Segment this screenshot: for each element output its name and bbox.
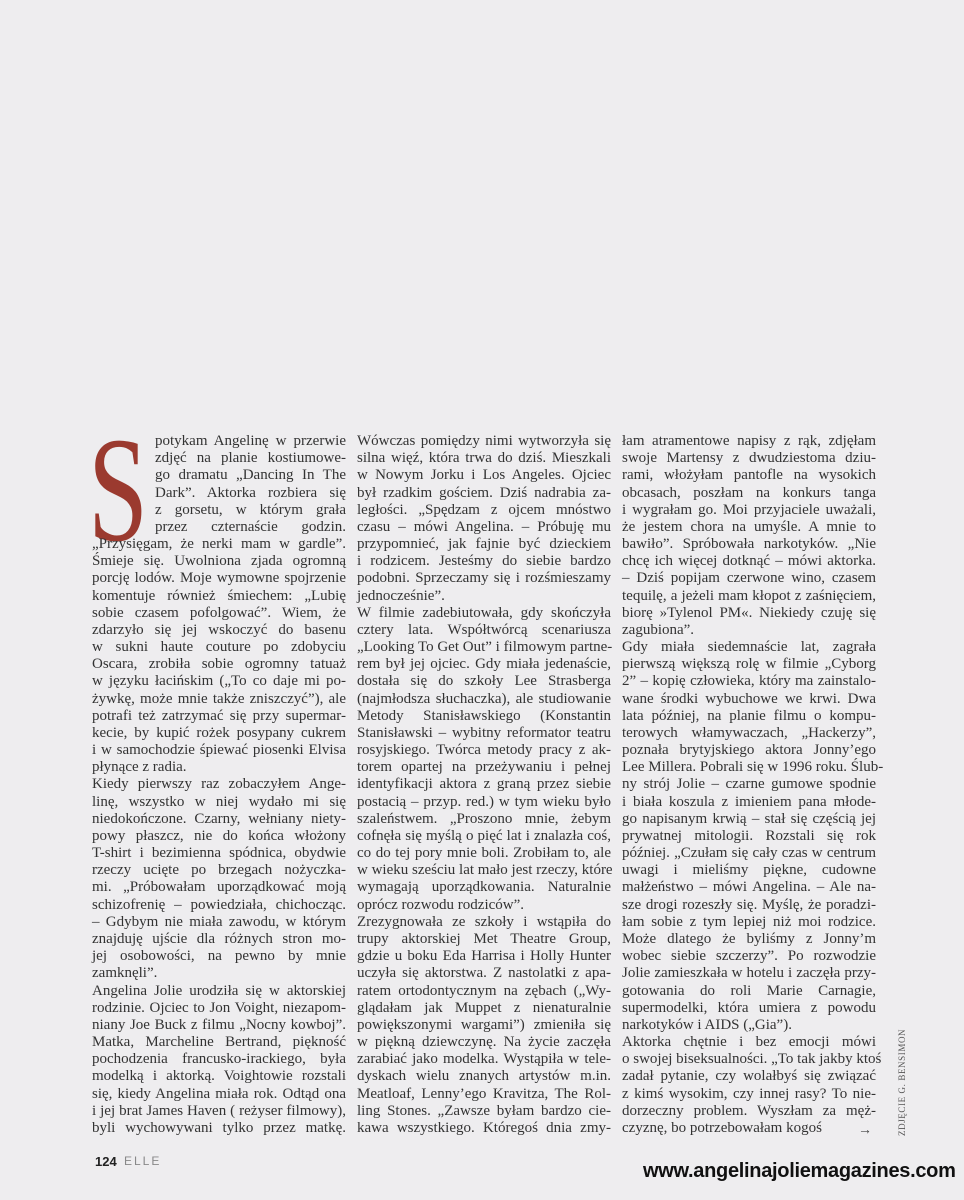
text-line: ny strój Jolie – czarne gumowe spodnie xyxy=(622,776,876,793)
text-line: Śmieje się. Uwolniona zjada ogromną xyxy=(92,553,346,570)
text-line: znajduję ujście dla różnych stron mo- xyxy=(92,930,346,947)
text-line: i w samochodzie śpiewać piosenki Elvisa xyxy=(92,742,346,759)
paragraph xyxy=(92,983,346,1138)
text-line: – Gdybym nie miała zawodu, w którym xyxy=(92,913,346,930)
text-line: wymagają uporządkowania. Naturalnie xyxy=(357,879,611,896)
paragraph xyxy=(622,433,876,639)
text-line: ling Stones. „Zawsze byłam bardzo cie- xyxy=(357,1102,611,1119)
text-line: w wieku sześciu lat mało jest rzeczy, które xyxy=(357,862,613,879)
text-line: Angelina Jolie urodziła się w aktorskiej xyxy=(92,982,346,999)
text-line: gotowania do roli Marie Carnagie, xyxy=(622,982,876,999)
text-line: ratem ortodontycznym na zębach („Wy- xyxy=(357,982,611,999)
text-line: go napisanym krwią – stał się częścią jej xyxy=(622,810,876,827)
text-line: Gdy miała siedemnaście lat, zagrała xyxy=(622,639,876,656)
paragraph xyxy=(357,433,611,605)
text-line: silna więź, która trwa do dziś. Mieszkali xyxy=(357,450,611,467)
text-line: supermodelki, która umiera z powodu xyxy=(622,999,876,1016)
text-line: schizofrenię – powiedziała, chichocząc. xyxy=(92,896,346,913)
text-line: i jej brat James Haven ( reżyser filmowy), xyxy=(92,1102,346,1119)
text-line: pochodzenia francusko-irackiego, była xyxy=(92,1051,346,1068)
text-line: Dark”. Aktorka rozbiera się xyxy=(155,484,346,501)
text-line: biorę »Tylenol PM«. Niekiedy czuję się xyxy=(622,604,876,621)
text-line: prywatnej mitologii. Rozstali się rok xyxy=(622,827,876,844)
text-line: Oscara, zrobiła sobie ogromny tatuaż xyxy=(92,656,346,673)
text-line: gdzie u boku Eda Harrisa i Holly Hunter xyxy=(357,948,611,965)
text-line: cztery lata. Współtwórcą scenariusza xyxy=(357,621,611,638)
text-line: przypomnieć, jak fajnie być dzieckiem xyxy=(357,536,611,553)
text-line: cofnęła się myślą o pięć lat i znalazła coś, xyxy=(357,827,611,844)
text-line: był rzadkim gościem. Dziś nadrabia za- xyxy=(357,484,611,501)
text-line: identyfikacji aktora z graną przez siebie xyxy=(357,776,611,793)
text-line: rzeczy ucięte po brzegach nożyczka- xyxy=(92,862,346,879)
text-line: podobni. Sprzeczamy się i rozśmieszamy xyxy=(357,570,611,587)
text-line: obcasach, poszłam na konkurs tanga xyxy=(622,484,876,501)
text-line: małżeństwo – mówi Angelina. – Ale na- xyxy=(622,879,876,896)
text-line: Metody Stanisławskiego (Konstantin xyxy=(357,707,611,724)
text-line: zdarzyło się jej wskoczyć do basenu xyxy=(92,621,346,638)
paragraph xyxy=(357,914,611,1137)
text-line: w Nowym Jorku i Los Angeles. Ojciec xyxy=(357,467,611,484)
text-line: sze drogi rozeszły się. Myślę, że poradzi- xyxy=(622,896,876,913)
text-line: Kiedy pierwszy raz zobaczyłem Ange- xyxy=(92,776,346,793)
text-line: Meatloaf, Lenny’ego Kravitza, The Rol- xyxy=(357,1085,611,1102)
page-number: 124 xyxy=(95,1154,117,1169)
text-line: Matka, Marcheline Bertrand, piękność xyxy=(92,1034,346,1051)
text-line: kawa wszystkiego. Któregoś dnia zmy- xyxy=(357,1119,611,1136)
article-column-1 xyxy=(92,433,346,1137)
text-line: Zrezygnowała ze szkoły i wstąpiła do xyxy=(357,913,611,930)
text-line: i wygrałam go. Moi przyjaciele uważali, xyxy=(622,501,876,518)
text-line: – Dziś popijam czerwone wino, czasem xyxy=(622,570,876,587)
text-line: że jestem chora na umyśle. A mnie to xyxy=(622,518,876,535)
text-line: uczyła się aktorstwa. Z nastolatki z apa- xyxy=(357,965,611,982)
paragraph xyxy=(357,605,611,914)
text-line: powy płaszcz, nie do końca włożony xyxy=(92,827,346,844)
text-line: Lee Millera. Pobrali się w 1996 roku. Ślub- xyxy=(622,759,884,776)
text-line: torem opartej na przeżywaniu i pełnej xyxy=(357,759,611,776)
text-line: rami, włożyłam pantofle na wysokich xyxy=(622,467,876,484)
watermark-url: www.angelinajoliemagazines.com xyxy=(643,1160,956,1182)
text-line: lata później, na planie filmu o kompu- xyxy=(622,707,876,724)
text-line: niany Joe Buck z filmu „Nocny kowboj”. xyxy=(92,1016,346,1033)
text-line: Wówczas pomiędzy nimi wytworzyła się xyxy=(357,433,611,449)
text-line: rodzinie. Ojciec to Jon Voight, niezapom- xyxy=(92,999,346,1016)
text-line: co do tej pory mnie boli. Zrobiłam to, ale xyxy=(357,845,611,862)
text-line: W filmie zadebiutowała, gdy skończyła xyxy=(357,604,611,621)
text-line: Może dlatego że byliśmy z Jonny’m xyxy=(622,930,876,947)
text-line: rem był jej ojciec. Gdy miała jedenaście, xyxy=(357,656,611,673)
text-line: komentuje również śmiechem: „Lubię xyxy=(92,587,346,604)
text-line: byli wychowywani tylko przez matkę. xyxy=(92,1119,346,1136)
paragraph xyxy=(92,776,346,982)
text-line: T-shirt i bezimienna spódnica, obydwie xyxy=(92,845,346,862)
text-line: bawiło”. Spróbowała narkotyków. „Nie xyxy=(622,536,876,553)
text-line: dorzeczny problem. Wyszłam za męż- xyxy=(622,1102,876,1119)
article-column-3 xyxy=(622,433,884,1137)
text-line: go dramatu „Dancing In The xyxy=(155,467,346,484)
drop-cap: S xyxy=(88,407,149,573)
text-line: pierwszą większą rolę w filmie „Cyborg xyxy=(622,656,876,673)
text-line: 2” – kopię człowieka, który ma zainstalo- xyxy=(622,673,876,690)
text-line: wane środki wybuchowe we krwi. Dwa xyxy=(622,690,876,707)
text-line: Stanisławski – wybitny reformator teatru xyxy=(357,724,611,741)
text-line: modelką i aktorką. Voightowie rozstali xyxy=(92,1068,346,1085)
text-line: czyznę, bo potrzebowałam kogoś xyxy=(622,1119,822,1136)
text-line: płynące z radia. xyxy=(92,759,187,776)
text-line: z gorsetu, w którym grała xyxy=(155,501,346,518)
magazine-name: ELLE xyxy=(124,1154,162,1168)
text-line: niedokończone. Czarny, wełniany niety- xyxy=(92,810,346,827)
paragraph xyxy=(92,433,346,776)
text-line: „Przysięgam, że nerki mam w gardle”. xyxy=(92,536,346,553)
text-line: się, kiedy Angelina miała rok. Odtąd ona xyxy=(92,1085,346,1102)
text-line: łam sobie z tym lepiej niż moi rodzice. xyxy=(622,913,876,930)
text-line: zamknęli”. xyxy=(92,965,158,982)
text-line: sobie czasem pofolgować”. Wiem, że xyxy=(92,604,346,621)
text-line: porcję lodów. Moje wymowne spojrzenie xyxy=(92,570,346,587)
text-line: i biała koszula z imieniem pana młode- xyxy=(622,793,876,810)
text-line: oprócz rozwodu rodziców”. xyxy=(357,896,525,913)
text-line: wobec siebie szczerzy”. Po rozwodzie xyxy=(622,948,876,965)
text-line: potykam Angelinę w przerwie xyxy=(155,433,346,449)
text-line: rosyjskiego. Twórca metody pracy z ak- xyxy=(357,742,611,759)
text-line: glądałam jak Muppet z nienaturalnie xyxy=(357,999,611,1016)
text-line: później. „Czułam się cały czas w centrum xyxy=(622,845,876,862)
text-line: i rodzicem. Jesteśmy do siebie bardzo xyxy=(357,553,611,570)
text-line: powiększonymi wargami”) zmieniła się xyxy=(357,1016,611,1033)
text-line: jej osobowości, na pewno by mnie xyxy=(92,948,346,965)
continue-arrow-icon: → xyxy=(858,1123,872,1138)
text-line: terowych włamywaczach, „Hackerzy”, xyxy=(622,724,876,741)
text-line: czasu – mówi Angelina. – Próbuję mu xyxy=(357,518,611,535)
paragraph xyxy=(622,1034,882,1137)
text-line: trupy aktorskiej Met Theatre Group, xyxy=(357,930,611,947)
text-line: narkotyków i AIDS („Gia”). xyxy=(622,1016,792,1033)
text-line: przez czternaście godzin. xyxy=(155,518,346,535)
text-line: żywkę, może mnie także zniszczyć”), ale xyxy=(92,690,346,707)
text-line: (najmłodsza słuchaczka), ale studiowanie xyxy=(357,690,611,707)
text-line: dostała się do szkoły Lee Strasberga xyxy=(357,673,611,690)
text-line: ległości. „Spędzam z ojcem mnóstwo xyxy=(357,501,611,518)
photo-credit: ZDJĘCIE G. BENSIMON xyxy=(897,1028,907,1136)
paragraph xyxy=(622,639,884,1034)
text-line: z kimś wysokim, czy innej rasy? To nie- xyxy=(622,1085,876,1102)
text-line: zarabiać jako modelka. Wystąpiła w tele- xyxy=(357,1051,611,1068)
text-line: zagubiona”. xyxy=(622,621,695,638)
text-line: szaleństwem. „Proszono mnie, żebym xyxy=(357,810,611,827)
text-line: uwagi i mieliśmy piękne, cudowne xyxy=(622,862,876,879)
text-line: Aktorka chętnie i bez emocji mówi xyxy=(622,1034,876,1051)
text-line: zdjęć na planie kostiumowe- xyxy=(155,450,346,467)
text-line: swoje Martensy z dwudziestoma dziu- xyxy=(622,450,876,467)
text-line: linę, wszystko w niej wydało mi się xyxy=(92,793,346,810)
text-line: postacią – przyp. red.) w tym wieku było xyxy=(357,793,611,810)
text-line: zadał pytanie, czy wolałbyś się związać xyxy=(622,1068,876,1085)
text-line: poznała brytyjskiego aktora Jonny’ego xyxy=(622,742,876,759)
text-line: w sukni haute couture po zdobyciu xyxy=(92,639,346,656)
text-line: jednocześnie”. xyxy=(357,587,445,604)
text-line: łam atramentowe napisy z rąk, zdjęłam xyxy=(622,433,876,449)
text-line: kecie, by kupić rożek posypany cukrem xyxy=(92,724,346,741)
text-line: o swojej biseksualności. „To tak jakby ktoś xyxy=(622,1051,882,1068)
text-line: Jolie zamieszkała w hotelu i zaczęła przy- xyxy=(622,965,876,982)
article-column-2 xyxy=(357,433,611,1137)
text-line: tequilę, a jeżeli mam kłopot z zaśnięciem, xyxy=(622,587,876,604)
text-line: mi. „Próbowałam uporządkować moją xyxy=(92,879,346,896)
text-line: dyskach wielu znanych artystów m.in. xyxy=(357,1068,611,1085)
text-line: w języku łacińskim („To co daje mi po- xyxy=(92,673,346,690)
text-line: chcę ich więcej dotknąć – mówi aktorka. xyxy=(622,553,876,570)
text-line: w piękną dziewczynę. Na życie zaczęła xyxy=(357,1034,611,1051)
text-line: potrafi też zatrzymać się przy supermar- xyxy=(92,707,346,724)
text-line: „Looking To Get Out” i filmowym partne- xyxy=(357,639,613,656)
